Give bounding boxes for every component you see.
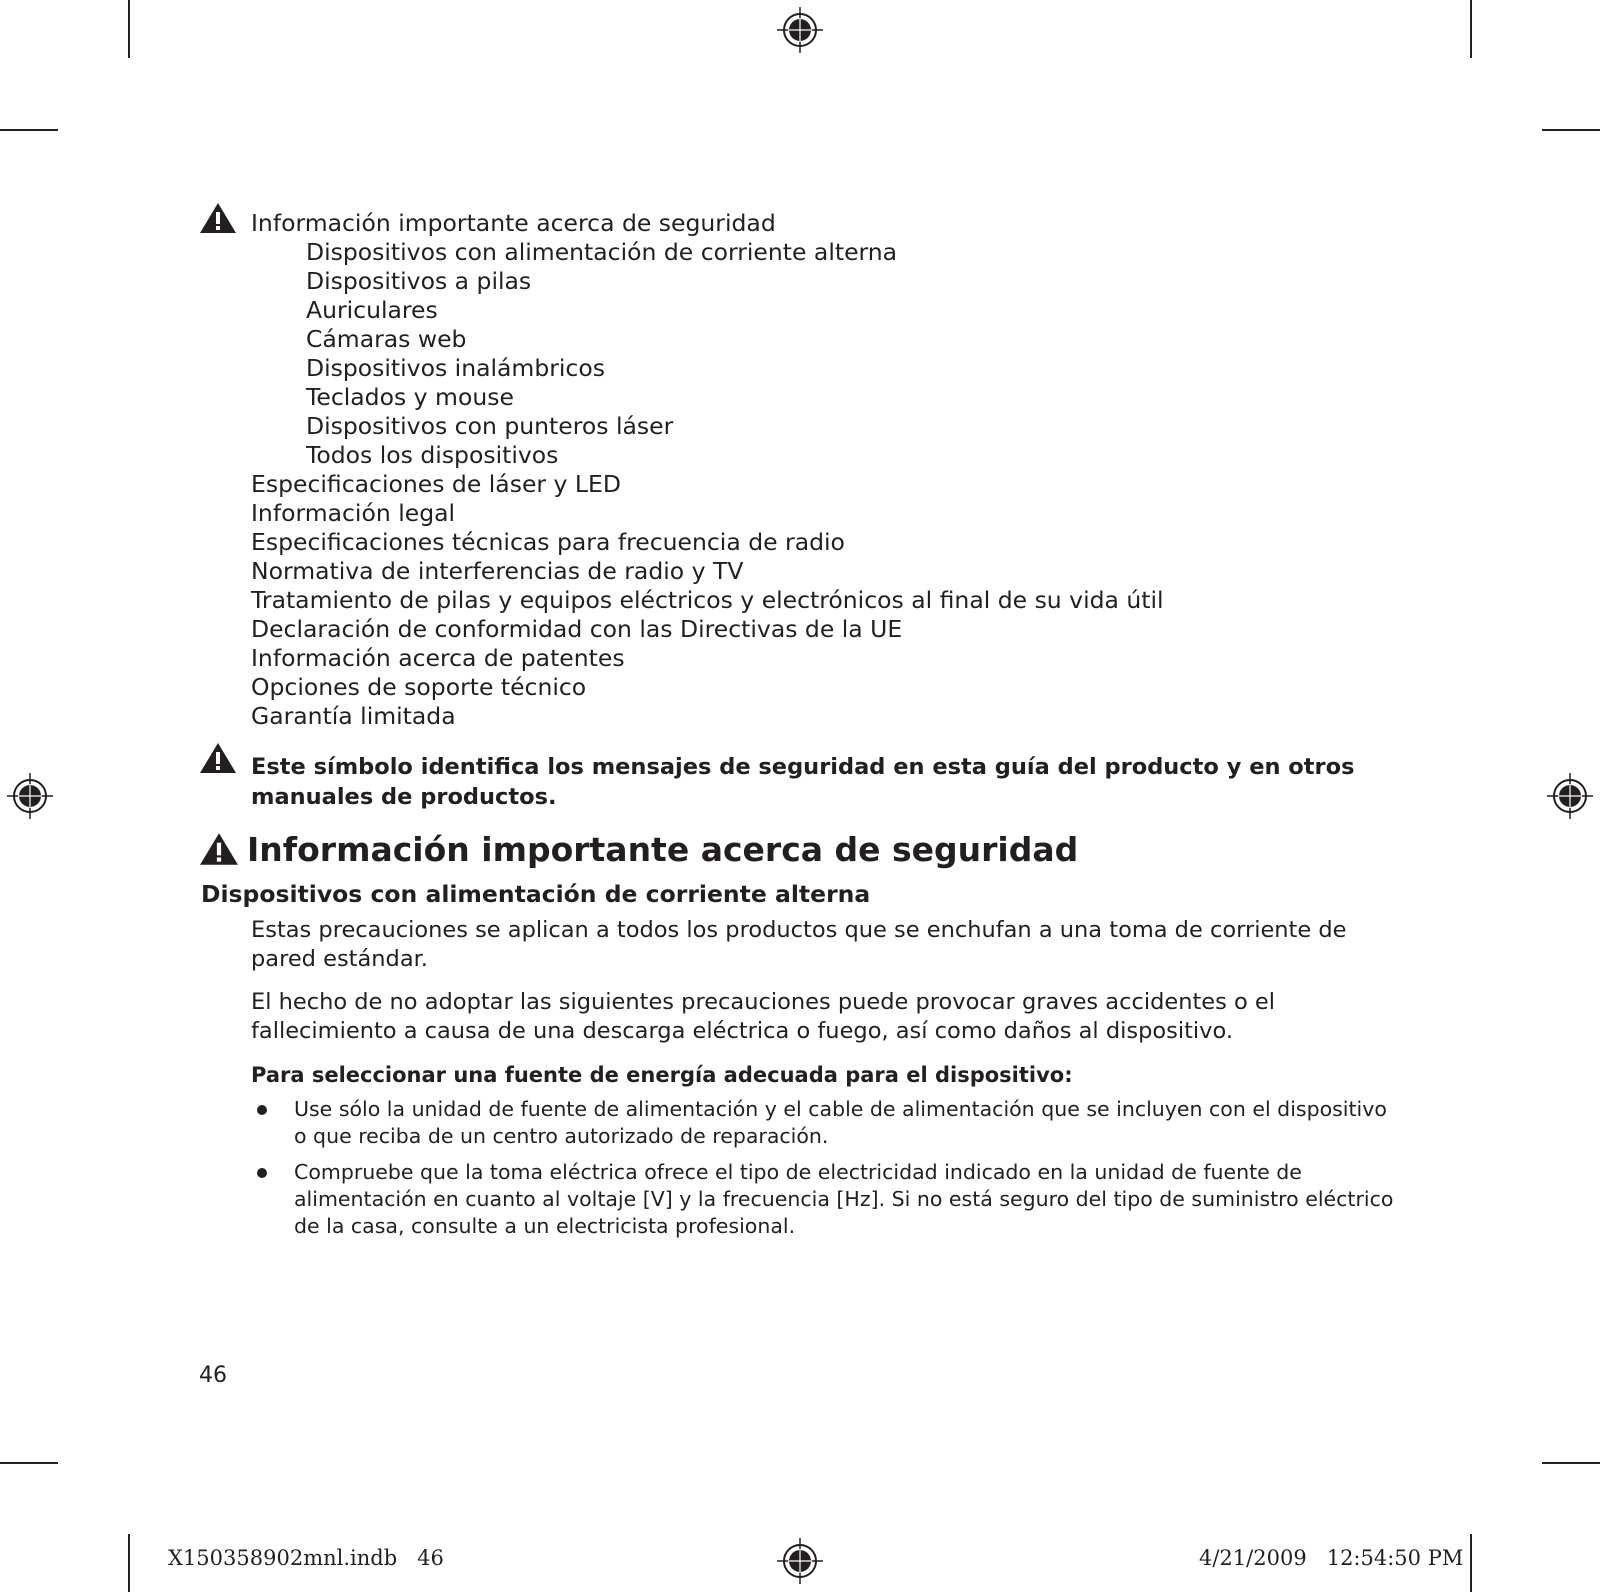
toc-item: Opciones de soporte técnico: [251, 673, 587, 701]
toc-item: Garantía limitada: [251, 702, 456, 730]
registration-mark-left-icon: [7, 773, 53, 819]
list-heading: Para seleccionar una fuente de energía adecuada para el dispositivo:: [251, 1063, 1073, 1087]
slug-filename: X150358902mnl.indb 46: [168, 1546, 444, 1570]
toc-item: Declaración de conformidad con las Directivas de la UE: [251, 615, 903, 643]
crop-mark-bottom-left-horizontal: [0, 1462, 58, 1464]
paragraph: Estas precauciones se aplican a todos los productos que se enchufan a una toma de corriente de pared estándar.: [251, 917, 1347, 972]
registration-mark-bottom-icon: [777, 1538, 823, 1584]
toc-subitem: Todos los dispositivos: [306, 441, 559, 469]
toc-subitem: Auriculares: [306, 296, 438, 324]
toc-subitem: Teclados y mouse: [306, 383, 514, 411]
crop-mark-top-left-horizontal: [0, 129, 58, 131]
toc-item: Información legal: [251, 499, 456, 527]
crop-mark-top-right-horizontal: [1542, 129, 1600, 131]
toc-item: Información importante acerca de seguridad: [251, 209, 776, 237]
toc-subitem: Cámaras web: [306, 325, 467, 353]
registration-mark-right-icon: [1547, 773, 1593, 819]
page-number: 46: [199, 1363, 227, 1388]
toc-subitem: Dispositivos con alimentación de corriente alterna: [306, 238, 898, 266]
list-item: Use sólo la unidad de fuente de alimentación y el cable de alimentación que se incluyen con el dispositivo o que reciba de un centro autorizado de reparación.: [294, 1097, 1387, 1148]
crop-mark-bottom-right-horizontal: [1542, 1462, 1600, 1464]
toc-subitem: Dispositivos inalámbricos: [306, 354, 605, 382]
warning-icon: [199, 202, 237, 234]
crop-mark-top-left-vertical: [128, 0, 130, 58]
warning-icon: [199, 742, 237, 774]
toc-item: Especificaciones de láser y LED: [251, 470, 621, 498]
toc-item: Tratamiento de pilas y equipos eléctricos y electrónicos al final de su vida útil: [251, 586, 1164, 614]
crop-mark-bottom-left-vertical: [128, 1534, 130, 1592]
toc-item: Información acerca de patentes: [251, 644, 625, 672]
bullet-icon: [257, 1105, 267, 1115]
toc-item: Normativa de interferencias de radio y TV: [251, 557, 744, 585]
list-item: Compruebe que la toma eléctrica ofrece el tipo de electricidad indicado en la unidad de fuente de alimentación en cuanto al voltaje [V] y la frecuencia [Hz]. Si no está seguro del tipo de suministro eléctrico de la casa, consulte a un electricista profesional.: [294, 1160, 1394, 1238]
bullet-icon: [257, 1168, 267, 1178]
crop-mark-top-right-vertical: [1470, 0, 1472, 58]
toc-subitem: Dispositivos con punteros láser: [306, 412, 674, 440]
toc-subitem: Dispositivos a pilas: [306, 267, 532, 295]
crop-mark-bottom-right-vertical: [1470, 1534, 1472, 1592]
toc-item: Especificaciones técnicas para frecuencia de radio: [251, 528, 845, 556]
section-heading: Información importante acerca de seguridad: [247, 830, 1079, 869]
warning-icon: [199, 832, 239, 866]
slug-datetime: 4/21/2009 12:54:50 PM: [1199, 1546, 1464, 1570]
registration-mark-top-icon: [777, 7, 823, 53]
paragraph: El hecho de no adoptar las siguientes precauciones puede provocar graves accidentes o el fallecimiento a causa de una descarga eléctrica o fuego, así como daños al dispositivo.: [251, 989, 1276, 1044]
section-subheading: Dispositivos con alimentación de corriente alterna: [201, 880, 871, 908]
safety-symbol-note: Este símbolo identifica los mensajes de seguridad en esta guía del producto y en otros manuales de productos.: [251, 754, 1355, 810]
